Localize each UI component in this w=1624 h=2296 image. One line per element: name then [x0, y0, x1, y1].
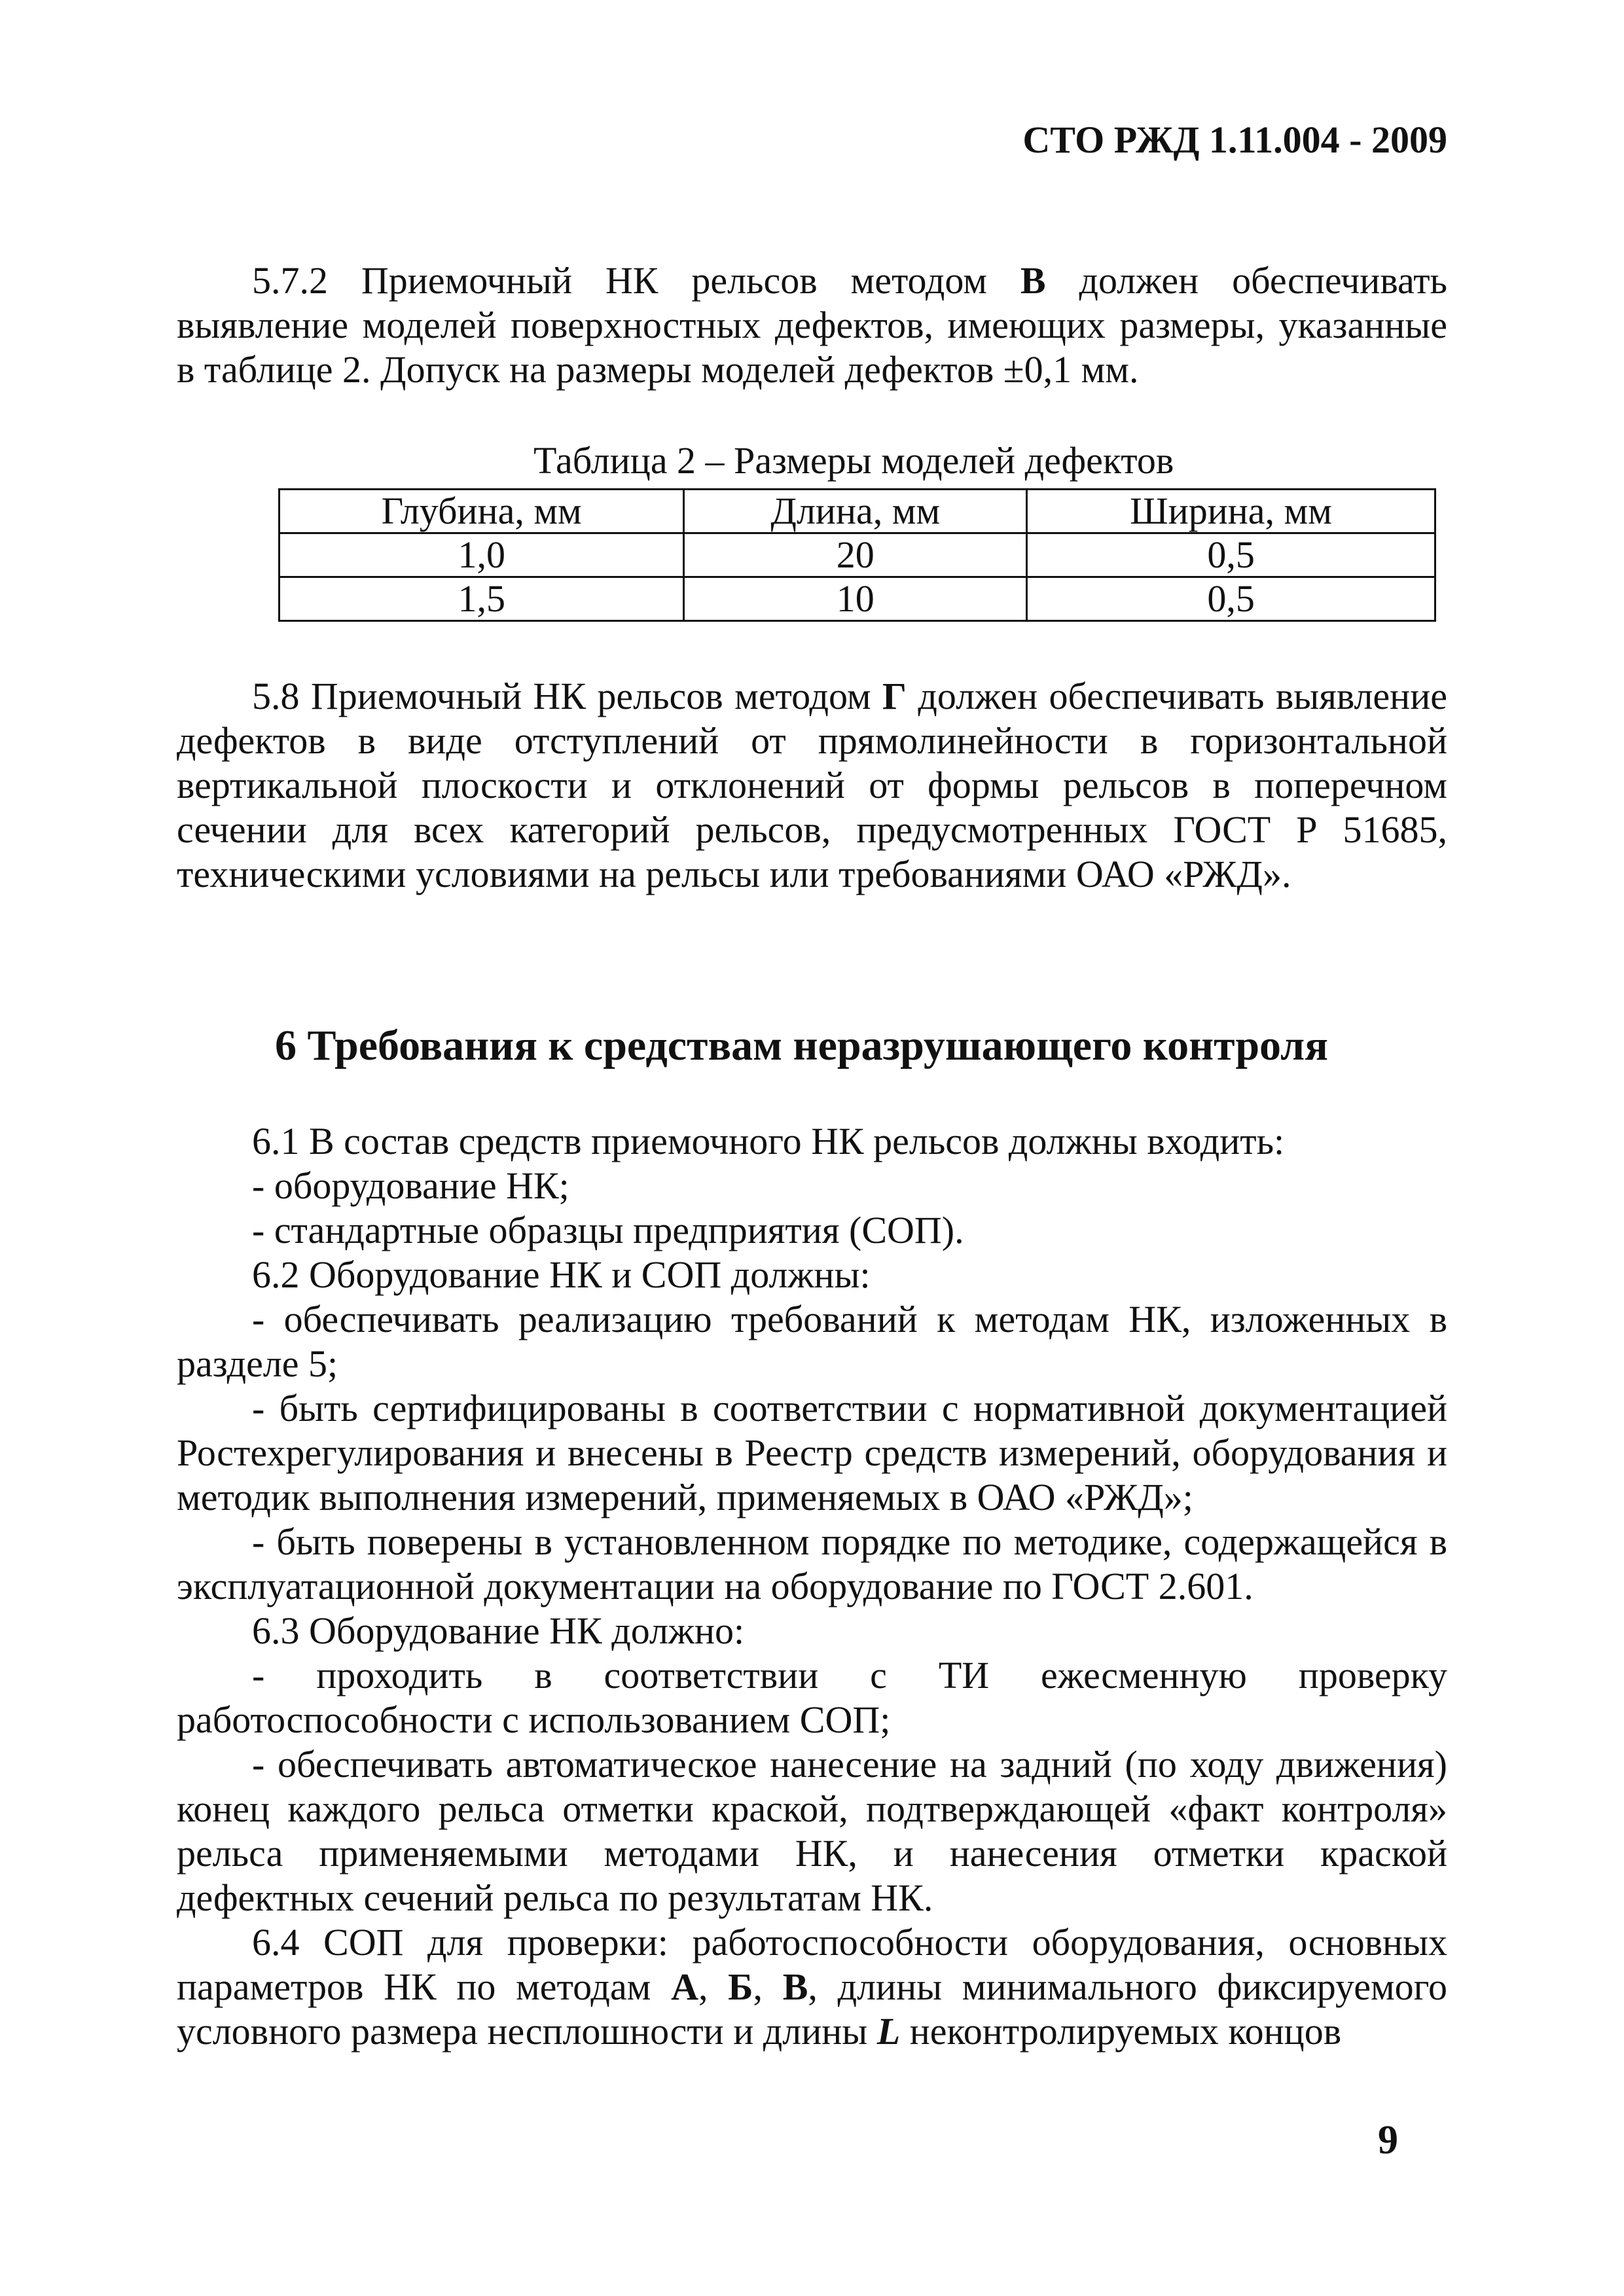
clause-6-4-text-b: , длины минимального фиксируемого условного размера несплошности и длины	[177, 1965, 1447, 2053]
clause-6-4-text-a: 6.4 СОП для проверки: работоспособности оборудования, основных параметров НК по методам	[177, 1921, 1447, 2008]
table-2-caption: Таблица 2 – Размеры моделей дефектов	[533, 439, 1174, 482]
clause-6-2-item: - обеспечивать реализацию требований к методам НК, изложенных в разделе 5;	[177, 1298, 1447, 1385]
p572-text-c: должен обеспечивать выявление моделей поверхностных дефектов, имеющих размеры, указанные в таблице 2. Допуск на размеры моделей дефектов ±0,1 мм.	[177, 259, 1447, 391]
section-6-title: 6 Требования к средствам неразрушающего контроля	[275, 1022, 1328, 1069]
length-l-symbol: L	[876, 2010, 901, 2053]
separator: ,	[753, 1965, 783, 2008]
cell-width: 0,5	[1027, 577, 1435, 621]
method-v-label: В	[1020, 259, 1046, 302]
method-a-label: А	[671, 1965, 698, 2008]
table-row	[280, 533, 1435, 577]
clause-6-3-item: - обеспечивать автоматическое нанесение на задний (по ходу движения) конец каждого рельса отметки краской, подтверждающей «факт контроля» рельса применяемыми методами НК, и нанесения отметки краской дефектных сечений рельса по результатам НК.	[177, 1743, 1447, 1919]
clause-6-1-item: - оборудование НК;	[252, 1164, 569, 1207]
cell-depth: 1,5	[280, 577, 684, 621]
header-depth: Глубина, мм	[280, 490, 684, 533]
clause-6-3-intro: 6.3 Оборудование НК должно:	[252, 1609, 745, 1652]
defect-sizes-table	[278, 488, 1436, 622]
header-width: Ширина, мм	[1027, 490, 1435, 533]
page-number: 9	[1378, 2118, 1398, 2162]
separator: ,	[698, 1965, 729, 2008]
method-g-label: Г	[882, 675, 907, 717]
cell-width: 0,5	[1027, 533, 1435, 577]
table-row	[280, 577, 1435, 621]
method-v-label: В	[782, 1965, 808, 2008]
table-header-row	[280, 490, 1435, 533]
clause-6-1-intro: 6.1 В состав средств приемочного НК рельсов должны входить:	[252, 1120, 1285, 1162]
clause-6-3-item: - проходить в соответствии с ТИ ежесменную проверку работоспособности с использованием СОП;	[177, 1654, 1447, 1741]
clause-6-4	[177, 1920, 1447, 2054]
method-b-label: Б	[728, 1965, 753, 2008]
section-6-body	[177, 1119, 1447, 2054]
clause-6-2-item: - быть поверены в установленном порядке по методике, содержащейся в эксплуатационной документации на оборудование по ГОСТ 2.601.	[177, 1520, 1447, 1607]
p58-text-a: 5.8 Приемочный НК рельсов методом	[252, 675, 882, 717]
p572-text-a: 5.7.2 Приемочный НК рельсов методом	[252, 259, 1020, 302]
clause-6-2-intro: 6.2 Оборудование НК и СОП должны:	[252, 1253, 871, 1296]
header-length: Длина, мм	[684, 490, 1027, 533]
cell-depth: 1,0	[280, 533, 684, 577]
clause-6-2-item: - быть сертифицированы в соответствии с нормативной документацией Ростехрегулирования и внесены в Реестр средств измерений, оборудования и методик выполнения измерений, применяемых в ОАО «РЖД»;	[177, 1387, 1447, 1518]
cell-length: 20	[684, 533, 1027, 577]
document-code-header: СТО РЖД 1.11.004 - 2009	[1022, 118, 1447, 161]
paragraph-5-7-2	[177, 259, 1447, 392]
p58-text-c: должен обеспечивать выявление дефектов в виде отступлений от прямолинейности в горизонтальной вертикальной плоскости и отклонений от формы рельсов в поперечном сечении для всех категорий рельсов, предусмотренных ГОСТ Р 51685, техническими условиями на рельсы или требованиями ОАО «РЖД».	[177, 675, 1447, 895]
paragraph-5-8	[177, 674, 1447, 897]
cell-length: 10	[684, 577, 1027, 621]
clause-6-1-item: - стандартные образцы предприятия (СОП).	[252, 1209, 964, 1251]
clause-6-4-text-c: неконтролируемых концов	[900, 2010, 1342, 2053]
